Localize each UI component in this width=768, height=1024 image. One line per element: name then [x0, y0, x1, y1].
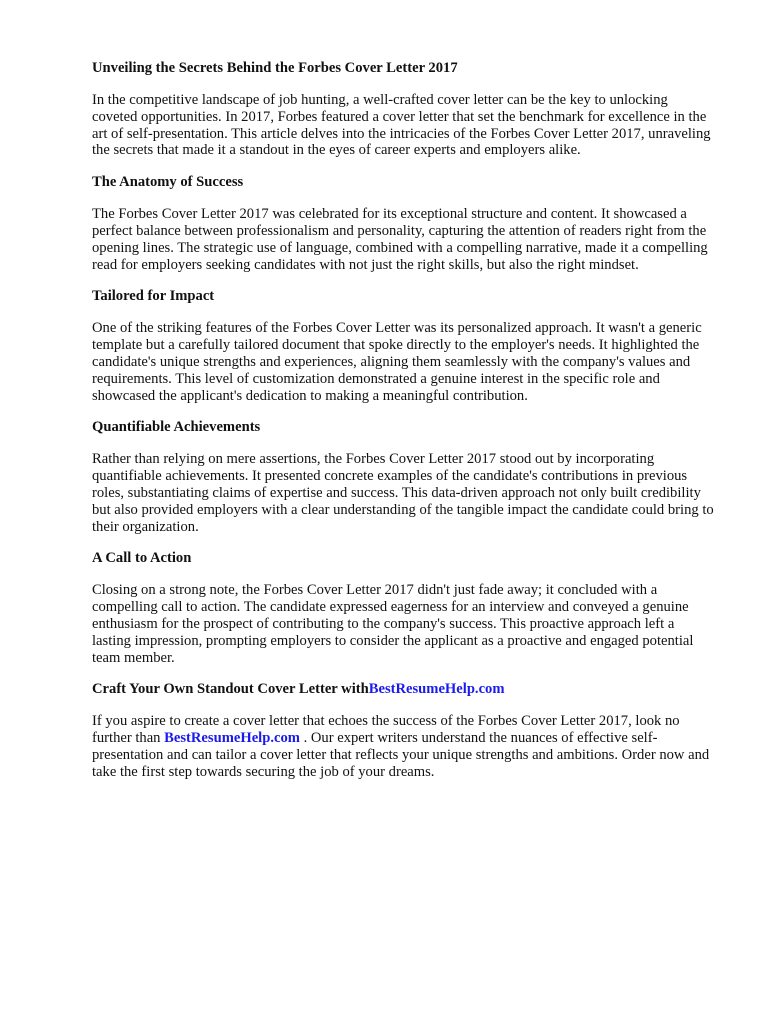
section-heading-tailored: Tailored for Impact: [92, 288, 215, 305]
section-body-achievements: Rather than relying on mere assertions, the Forbes Cover Letter 2017 stood out by incorporating quantifiable achievements. It presented concrete examples of the candidate's contributions in previous roles, substantiating claims of expertise and success. This data-driven approach not only built credibility but also provided employers with a clear understanding of the tangible impact the candidate could bring to their organization.: [92, 451, 714, 535]
cta-heading-text: Craft Your Own Standout Cover Letter with: [92, 681, 369, 698]
section-heading-anatomy: The Anatomy of Success: [92, 174, 244, 191]
document-page: [92, 60, 714, 796]
section-body-call-to-action: Closing on a strong note, the Forbes Cover Letter 2017 didn't just fade away; it concluded with a compelling call to action. The candidate expressed eagerness for an interview and conveyed a genuine enthusiasm for the prospect of contributing to the company's success. This proactive approach left a lasting impression, prompting employers to consider the applicant as a proactive and engaged potential team member.: [92, 582, 694, 666]
intro-paragraph: In the competitive landscape of job hunting, a well-crafted cover letter can be the key to unlocking coveted opportunities. In 2017, Forbes featured a cover letter that set the benchmark for excellence in the art of self-presentation. This article delves into the intricacies of the Forbes Cover Letter 2017, unraveling the secrets that made it a standout in the eyes of career experts and employers alike.: [92, 92, 711, 159]
section-heading-achievements: Quantifiable Achievements: [92, 419, 261, 436]
cta-paragraph: [92, 713, 714, 780]
cta-heading: [92, 681, 714, 698]
section-body-tailored: One of the striking features of the Forbes Cover Letter was its personalized approach. It wasn't a generic template but a carefully tailored document that spoke directly to the employer's needs. It highlighted the candidate's unique strengths and experiences, aligning them seamlessly with the company's values and requirements. This level of customization demonstrated a genuine interest in the specific role and showcased the applicant's dedication to making a meaningful contribution.: [92, 320, 702, 404]
cta-body-link[interactable]: BestResumeHelp.com: [164, 730, 300, 747]
section-heading-call-to-action: A Call to Action: [92, 550, 192, 567]
cta-heading-link[interactable]: BestResumeHelp.com: [368, 681, 505, 698]
section-body-anatomy: The Forbes Cover Letter 2017 was celebrated for its exceptional structure and content. It showcased a perfect balance between professionalism and personality, capturing the attention of readers right from the opening lines. The strategic use of language, combined with a compelling narrative, made it a compelling read for employers seeking candidates with not just the right skills, but also the right mindset.: [92, 206, 708, 273]
cta-body-after: . Our expert writers understand the nuances of effective self-presentation and can tailor a cover letter that reflects your unique strengths and ambitions. Order now and take the first step towards securing the job of your dreams.: [92, 730, 710, 780]
cta-body-before: If you aspire to create a cover letter that echoes the success of the Forbes Cover Letter 2017, look no further than: [92, 713, 680, 747]
document-title: Unveiling the Secrets Behind the Forbes Cover Letter 2017: [92, 60, 458, 76]
